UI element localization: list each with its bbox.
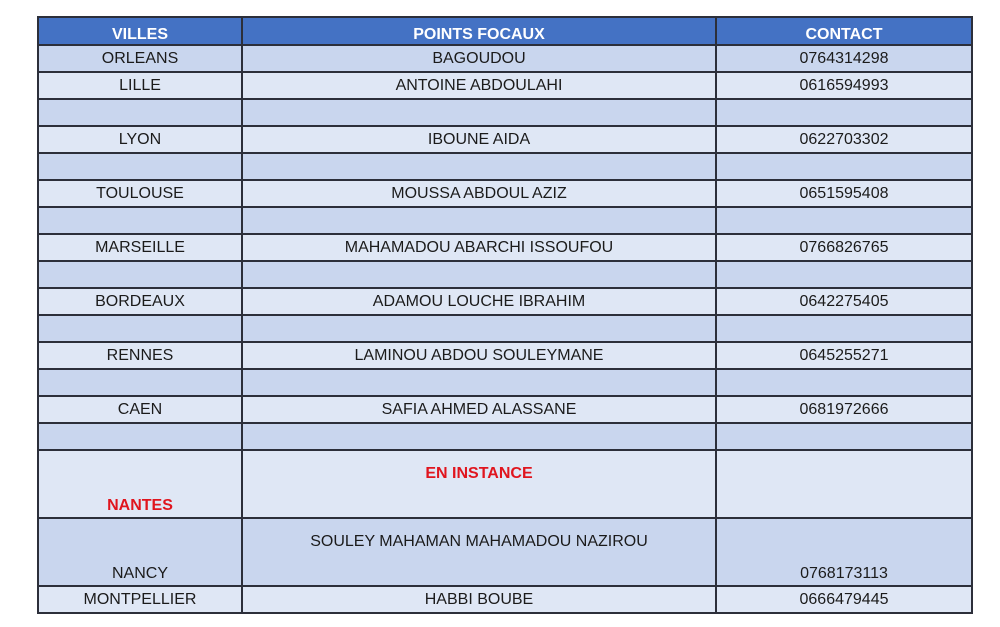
point-focal-cell: ANTOINE ABDOULAHI [242,72,716,99]
ville-cell: MARSEILLE [38,234,242,261]
ville-cell: ORLEANS [38,45,242,72]
table-row-empty [38,315,972,342]
contact-cell: 0622703302 [716,126,972,153]
table-row-empty [38,153,972,180]
empty-cell [716,369,972,396]
table-row [38,342,972,369]
empty-cell [242,315,716,342]
ville-cell: NANTES [38,450,242,518]
ville-cell: CAEN [38,396,242,423]
empty-cell [38,153,242,180]
empty-cell [242,423,716,450]
contact-cell: 0766826765 [716,234,972,261]
empty-cell [716,423,972,450]
contact-cell: 0651595408 [716,180,972,207]
empty-cell [716,207,972,234]
empty-cell [38,423,242,450]
table-row [38,45,972,72]
point-focal-cell: HABBI BOUBE [242,586,716,613]
point-focal-cell: LAMINOU ABDOU SOULEYMANE [242,342,716,369]
empty-cell [38,207,242,234]
table-row-empty [38,207,972,234]
ville-cell: LILLE [38,72,242,99]
ville-cell: RENNES [38,342,242,369]
empty-cell [38,369,242,396]
empty-cell [242,153,716,180]
ville-cell: TOULOUSE [38,180,242,207]
table-row [38,586,972,613]
empty-cell [242,207,716,234]
ville-cell: LYON [38,126,242,153]
point-focal-cell: SOULEY MAHAMAN MAHAMADOU NAZIROU [242,518,716,586]
table-row [38,126,972,153]
empty-cell [242,99,716,126]
contact-cell: 0645255271 [716,342,972,369]
table-row [38,288,972,315]
ville-cell: MONTPELLIER [38,586,242,613]
contact-cell: 0666479445 [716,586,972,613]
table-row-empty [38,423,972,450]
contact-cell: 0764314298 [716,45,972,72]
table-row-empty [38,369,972,396]
empty-cell [38,315,242,342]
ville-cell: NANCY [38,518,242,586]
contact-cell: 0642275405 [716,288,972,315]
point-focal-cell: EN INSTANCE [242,450,716,518]
table-header-row [38,17,972,45]
header-points-focaux: POINTS FOCAUX [242,17,716,45]
focal-points-table [37,16,973,614]
point-focal-cell: ADAMOU LOUCHE IBRAHIM [242,288,716,315]
point-focal-cell: BAGOUDOU [242,45,716,72]
ville-cell: BORDEAUX [38,288,242,315]
empty-cell [242,369,716,396]
empty-cell [716,261,972,288]
point-focal-cell: SAFIA AHMED ALASSANE [242,396,716,423]
empty-cell [716,99,972,126]
header-villes: VILLES [38,17,242,45]
empty-cell [242,261,716,288]
contact-cell [716,450,972,518]
contact-cell: 0616594993 [716,72,972,99]
point-focal-cell: IBOUNE AIDA [242,126,716,153]
table-row [38,518,972,586]
table-row-empty [38,99,972,126]
empty-cell [716,153,972,180]
header-contact: CONTACT [716,17,972,45]
table-row [38,396,972,423]
table-row-empty [38,261,972,288]
empty-cell [38,261,242,288]
table-row [38,450,972,518]
point-focal-cell: MAHAMADOU ABARCHI ISSOUFOU [242,234,716,261]
empty-cell [38,99,242,126]
table-row [38,180,972,207]
contact-cell: 0768173113 [716,518,972,586]
contact-cell: 0681972666 [716,396,972,423]
empty-cell [716,315,972,342]
point-focal-cell: MOUSSA ABDOUL AZIZ [242,180,716,207]
table-row [38,234,972,261]
table-row [38,72,972,99]
